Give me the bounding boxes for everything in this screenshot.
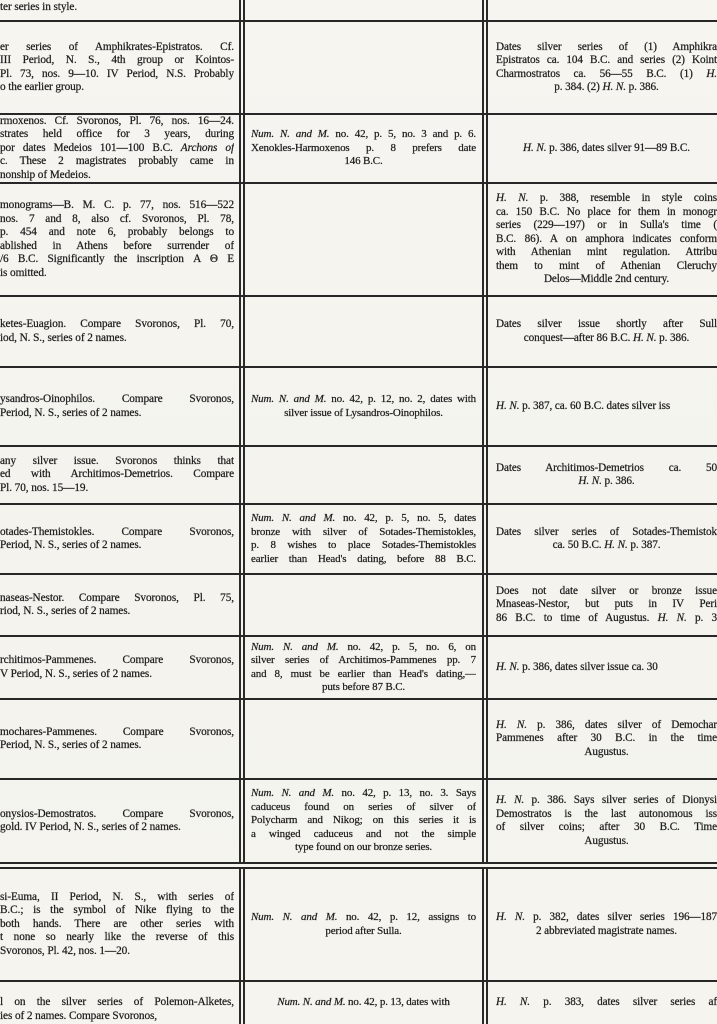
head-dating-cell xyxy=(488,22,717,113)
commentary-cell xyxy=(0,115,239,182)
text-line: c. These 2 magistrates probably came in xyxy=(0,155,234,168)
text-line: iod, N. S., series of 2 names. xyxy=(0,331,127,344)
text-line: H. N. p. 388, resemble in style coins xyxy=(496,192,717,205)
text-line: er series of Amphikrates-Epistratos. Cf. xyxy=(0,40,234,53)
text-line: Svoronos, Pl. 42, nos. 1—20. xyxy=(0,944,130,957)
text-line: Num. N. and M. no. 42, p. 13, no. 3. Says xyxy=(251,787,476,800)
text-line: ed with Architimos-Demetrios. Compare xyxy=(0,468,234,481)
text-line: rmoxenos. Cf. Svoronos, Pl. 76, nos. 16—24. xyxy=(0,115,234,127)
head-dating-cell xyxy=(488,368,717,445)
text-line: is omitted. xyxy=(0,266,47,279)
text-line: H. N. p. 386, dates silver of Demochar xyxy=(496,718,717,731)
text-line: H. N. p. 386. Says silver series of Dionysi xyxy=(496,794,717,806)
num-chronicle-cell xyxy=(239,505,488,573)
text-line: Does not date silver or bronze issue xyxy=(496,584,717,597)
head-dating-cell xyxy=(488,982,717,1024)
text-line: H. N. p. 386, dates silver issue ca. 30 xyxy=(496,660,658,673)
text-line: ketes-Euagion. Compare Svoronos, Pl. 70, xyxy=(0,318,234,330)
text-line: and 8, must be earlier than Head's dating,— xyxy=(251,667,476,680)
text-line: p. 454 and note 6, probably belongs to xyxy=(0,226,234,238)
text-line: Epistratos ca. 104 B.C. and series (2) Koint xyxy=(496,54,717,66)
text-line: si-Euma, II Period, N. S., with series of xyxy=(0,890,234,903)
text-line: monograms—B. M. C. p. 77, nos. 516—522 xyxy=(0,199,234,211)
text-line: riod, N. S., series of 2 names. xyxy=(0,605,131,617)
text-line: Period, N. S., series of 2 names. xyxy=(0,739,142,751)
commentary-cell xyxy=(0,505,239,573)
text-line: Pl. 73, nos. 9—10. IV Period, N.S. Probably xyxy=(0,67,234,80)
text-line: 86 B.C. to time of Augustus. H. N. p. 3 xyxy=(496,611,717,624)
text-line: Augustus. xyxy=(584,745,629,758)
head-dating-cell xyxy=(488,505,717,573)
num-chronicle-cell xyxy=(239,184,488,295)
text-line: mochares-Pammenes. Compare Svoronos, xyxy=(0,725,234,738)
text-line: of silver coins; after 30 B.C. Time xyxy=(496,821,717,833)
text-line: Period, N. S., series of 2 names. xyxy=(0,539,142,551)
text-line: ysandros-Oinophilos. Compare Svoronos, xyxy=(0,393,234,405)
text-line: strates held office for 3 years, during xyxy=(0,128,234,141)
text-line: period after Sulla. xyxy=(325,924,402,937)
table-row-style-fragment xyxy=(0,0,717,22)
text-line: H. N. p. 386, dates silver 91—89 B.C. xyxy=(523,141,690,154)
commentary-cell xyxy=(0,0,239,20)
text-line: H. N. p. 382, dates silver series 196—187 xyxy=(496,911,717,923)
commentary-cell xyxy=(0,447,239,503)
head-dating-cell xyxy=(488,700,717,778)
text-line: Dates silver series of (1) Amphikra xyxy=(496,40,717,53)
text-line: any silver issue. Svoronos thinks that xyxy=(0,454,234,467)
num-chronicle-cell xyxy=(239,869,488,980)
text-line: bronze with silver of Sotades-Themistokles, xyxy=(251,525,476,538)
text-line: p. 384. (2) H. N. p. 386. xyxy=(554,81,659,93)
text-line: Delos—Middle 2nd century. xyxy=(543,273,670,286)
table-row-sotades-themistokles xyxy=(0,505,717,575)
text-line: them to mint of Athenian Cleruchy xyxy=(496,259,717,272)
table-row-lysandros-oinophilos xyxy=(0,368,717,447)
num-chronicle-cell xyxy=(239,575,488,635)
head-dating-cell xyxy=(488,447,717,503)
text-line: por dates Medeios 101—100 B.C. Archons of xyxy=(0,141,234,154)
commentary-cell xyxy=(0,22,239,113)
text-line: 146 B.C. xyxy=(344,155,383,168)
text-line: Num. N. and M. no. 42, p. 12, no. 2, dates with xyxy=(251,393,476,405)
text-line: gold. IV Period, N. S., series of 2 names. xyxy=(0,821,181,833)
head-dating-cell xyxy=(488,780,717,862)
commentary-cell xyxy=(0,982,239,1024)
num-chronicle-cell xyxy=(239,637,488,698)
text-line: caduceus found on series of silver of xyxy=(251,800,476,813)
text-line: /6 B.C. Significantly the inscription Α Θ Ε xyxy=(0,253,234,265)
text-line: nonship of Medeios. xyxy=(0,168,91,181)
text-line: a winged caduceus and not the simple xyxy=(251,827,476,840)
text-line: ies of 2 names. Compare Svoronos, xyxy=(0,1009,158,1022)
text-line: otades-Themistokles. Compare Svoronos, xyxy=(0,525,234,538)
head-dating-cell xyxy=(488,297,717,366)
text-line: Dates silver series of Sotades-Themistok xyxy=(496,525,717,538)
num-chronicle-cell xyxy=(239,700,488,778)
text-line: Pammenes after 30 B.C. in the time xyxy=(496,732,717,745)
text-line: earlier than Head's dating, before 88 B.C. xyxy=(251,552,476,565)
num-chronicle-cell xyxy=(239,982,488,1024)
num-chronicle-cell xyxy=(239,22,488,113)
num-chronicle-cell xyxy=(239,780,488,862)
text-line: Pl. 70, nos. 15—19. xyxy=(0,481,89,494)
head-dating-cell xyxy=(488,637,717,698)
text-line: silver series of Architimos-Pammenes pp. 7 xyxy=(251,654,476,666)
text-line: Demostratos is the last autonomous iss xyxy=(496,807,717,820)
num-chronicle-cell xyxy=(239,0,488,20)
text-line: t none so nearly like the reverse of this xyxy=(0,931,234,944)
text-line: Mnaseas-Nestor, but puts in IV Peri xyxy=(496,598,717,611)
head-dating-cell xyxy=(488,575,717,635)
text-line: ablished in Athens before surrender of xyxy=(0,239,234,252)
text-line: Period, N. S., series of 2 names. xyxy=(0,406,142,419)
text-line: silver issue of Lysandros-Oinophilos. xyxy=(284,406,443,419)
commentary-cell xyxy=(0,575,239,635)
text-line: H. N. p. 383, dates silver series af xyxy=(496,996,717,1008)
text-line: V Period, N. S., series of 2 names. xyxy=(0,667,152,680)
head-dating-cell xyxy=(488,0,717,20)
table-row-nikesi-euma xyxy=(0,869,717,982)
text-line: p. 8 wishes to place Sotades-Themistokles xyxy=(251,539,476,551)
commentary-cell xyxy=(0,780,239,862)
text-line: Charmostratos ca. 56—55 B.C. (1) H. xyxy=(496,67,717,80)
text-line: Augustus. xyxy=(584,834,629,847)
text-line: Dates silver issue shortly after Sull xyxy=(496,318,717,330)
text-line: conquest—after 86 B.C. H. N. p. 386. xyxy=(523,331,690,344)
commentary-cell xyxy=(0,869,239,980)
text-line: ca. 50 B.C. H. N. p. 387. xyxy=(552,539,661,551)
table-row-monogram-series xyxy=(0,184,717,297)
text-line: III Period, N. S., 4th group or Kointos- xyxy=(0,54,234,66)
text-line: Num. N. and M. no. 42, p. 5, no. 6, on xyxy=(251,640,476,653)
text-line: both hands. There are other series with xyxy=(0,917,234,930)
text-line: rchitimos-Pammenes. Compare Svoronos, xyxy=(0,654,234,666)
head-dating-cell xyxy=(488,184,717,295)
commentary-cell xyxy=(0,368,239,445)
text-line: Num. N. and M. no. 42, p. 5, no. 5, dates xyxy=(251,512,476,524)
text-line: Xenokles-Harmoxenos p. 8 prefers date xyxy=(251,141,476,154)
text-line: o the earlier group. xyxy=(0,81,84,93)
text-line: B.C.; is the symbol of Nike flying to the xyxy=(0,904,234,917)
num-chronicle-cell xyxy=(239,447,488,503)
text-line: H. N. p. 386. xyxy=(578,475,635,487)
text-line: ter series in style. xyxy=(0,1,78,13)
commentary-cell xyxy=(0,184,239,295)
table-row-dionysios-demostratos xyxy=(0,780,717,869)
num-chronicle-cell xyxy=(239,297,488,366)
commentary-cell xyxy=(0,637,239,698)
text-line: ca. 150 B.C. No place for them in monogr xyxy=(496,205,717,218)
table-row-architimos-demetrios xyxy=(0,447,717,505)
table-row-alketes-euagion xyxy=(0,297,717,368)
table-row-mnaseas-nestor xyxy=(0,575,717,637)
text-line: Dates Architimos-Demetrios ca. 50 xyxy=(496,461,717,474)
text-line: 2 abbreviated magistrate names. xyxy=(535,924,678,937)
text-line: nos. 7 and 8, also cf. Svoronos, Pl. 78, xyxy=(0,212,234,225)
text-line: with Athenian mint regulation. Attribu xyxy=(496,246,717,259)
text-line: Num. N. and M. no. 42, p. 13, dates with xyxy=(277,996,450,1008)
head-dating-cell xyxy=(488,115,717,182)
text-line: Num. N. and M. no. 42, p. 12, assigns to xyxy=(251,911,476,923)
text-line: B.C. 86). A on amphora indicates conform xyxy=(496,232,717,245)
head-dating-cell xyxy=(488,869,717,980)
table-row-amphikrates-epistratos xyxy=(0,22,717,115)
text-line: H. N. p. 387, ca. 60 B.C. dates silver iss xyxy=(496,399,671,412)
text-line: Num. N. and M. no. 42, p. 5, no. 3 and p. 6. xyxy=(251,128,476,141)
table-row-polemon-alketes xyxy=(0,982,717,1024)
table-row-demochares-pammenes xyxy=(0,700,717,780)
commentary-cell xyxy=(0,297,239,366)
text-line: Polycharm and Nikog; on this series it is xyxy=(251,814,476,827)
text-line: puts before 87 B.C. xyxy=(321,681,405,693)
text-line: series (229—197) or in Sulla's time ( xyxy=(496,219,717,232)
text-line: naseas-Nestor. Compare Svoronos, Pl. 75, xyxy=(0,591,234,604)
table-row-xenokles-harmoxenos xyxy=(0,115,717,184)
text-line: type found on our bronze series. xyxy=(295,841,432,854)
table-row-architimos-pammenes xyxy=(0,637,717,700)
num-chronicle-cell xyxy=(239,368,488,445)
num-chronicle-cell xyxy=(239,115,488,182)
commentary-cell xyxy=(0,700,239,778)
text-line: l on the silver series of Polemon-Alketes, xyxy=(0,996,234,1008)
text-line: onysios-Demostratos. Compare Svoronos, xyxy=(0,807,234,820)
